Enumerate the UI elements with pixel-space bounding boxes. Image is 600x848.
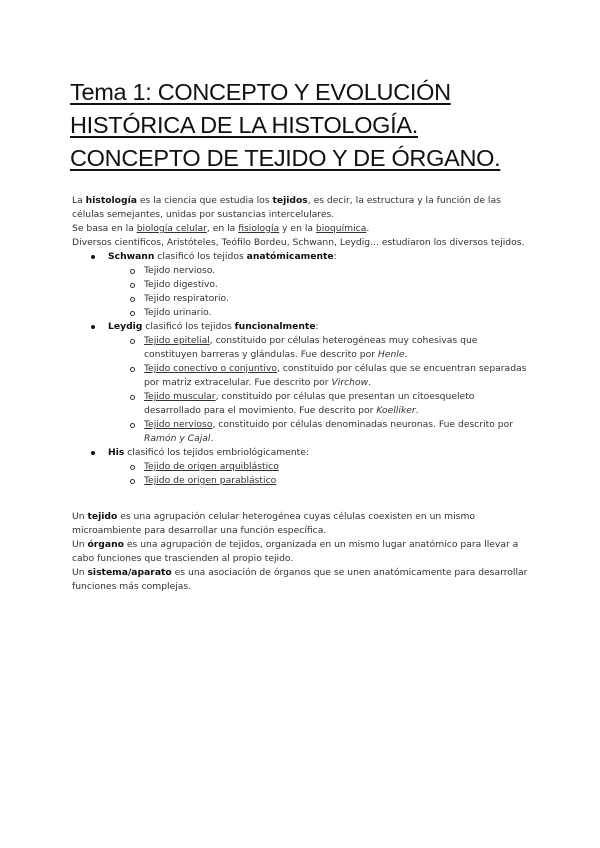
list-item bbox=[72, 474, 532, 488]
leydig-sublist bbox=[108, 334, 532, 446]
text: Un bbox=[72, 539, 88, 550]
tissue-term: Tejido conectivo o conjuntivo bbox=[144, 363, 277, 374]
list-item bbox=[72, 390, 532, 418]
classification-kind: funcionalmente bbox=[234, 321, 316, 332]
author-his: His bbox=[108, 447, 125, 458]
list-item-schwann bbox=[72, 250, 532, 320]
text: es una agrupación de tejidos, organizada en un mismo lugar anatómico para llevar a cabo funciones que trascienden al propio tejido. bbox=[72, 539, 519, 564]
text: clasificó los tejidos bbox=[142, 321, 235, 332]
text: , constituido por células heterogéneas muy cohesivas que constituyen barreras y glándulas. Fue descrito por bbox=[144, 335, 478, 360]
text: Un bbox=[72, 511, 88, 522]
term-biologia-celular: biología celular bbox=[136, 223, 207, 234]
text: Se basa en la bbox=[72, 223, 137, 234]
spacer bbox=[72, 488, 532, 510]
text: , constituido por células que se encuentran separadas por matriz extracelular. Fue descrito por bbox=[144, 363, 527, 388]
text: clasificó los tejidos bbox=[154, 251, 247, 262]
text: , constituido por células que presentan un citoesqueleto desarrollado para el movimiento. Fue descrito por bbox=[144, 391, 475, 416]
text: , es decir, la estructura y la función de las células semejantes, unidas por sustancias intercelulares. bbox=[72, 195, 501, 220]
text: : bbox=[315, 321, 319, 332]
classification-kind: anatómicamente bbox=[246, 251, 334, 262]
definition-organo bbox=[72, 538, 532, 566]
text: . bbox=[404, 349, 408, 360]
term-tejido: tejido bbox=[87, 511, 118, 522]
text: . bbox=[366, 223, 370, 234]
tissue-term: Tejido muscular bbox=[144, 391, 216, 402]
list-item bbox=[72, 362, 532, 390]
text: y en la bbox=[279, 223, 316, 234]
author-name: Henle bbox=[377, 349, 405, 360]
list-item bbox=[72, 418, 532, 446]
text: es una asociación de órganos que se unen anatómicamente para desarrollar funciones más complejas. bbox=[72, 567, 528, 592]
author-leydig: Leydig bbox=[108, 321, 143, 332]
tissue-term: Tejido de origen parablástico bbox=[144, 475, 277, 486]
tissue-term: Tejido epitelial bbox=[144, 335, 210, 346]
his-sublist bbox=[108, 460, 532, 488]
term-sistema-aparato: sistema/aparato bbox=[87, 567, 172, 578]
author-schwann: Schwann bbox=[108, 251, 155, 262]
text: clasificó los tejidos embriológicamente: bbox=[124, 447, 309, 458]
title-line-1: Tema 1: CONCEPTO Y EVOLUCIÓN bbox=[70, 79, 451, 105]
text: es la ciencia que estudia los bbox=[136, 195, 273, 206]
author-name: Koelliker bbox=[376, 405, 416, 416]
term-fisiologia: fisiología bbox=[238, 223, 280, 234]
definition-sistema bbox=[72, 566, 532, 594]
term-histologia: histología bbox=[85, 195, 137, 206]
text: . bbox=[368, 377, 372, 388]
intro-paragraph-bases bbox=[72, 222, 532, 236]
list-item-his bbox=[72, 446, 532, 488]
text: : bbox=[333, 251, 337, 262]
list-item: Tejido urinario. bbox=[72, 306, 532, 320]
page-title bbox=[70, 76, 570, 175]
classification-list bbox=[72, 250, 532, 488]
title-line-2: HISTÓRICA DE LA HISTOLOGÍA. bbox=[70, 112, 418, 138]
author-name: Virchow bbox=[331, 377, 369, 388]
term-organo: órgano bbox=[87, 539, 124, 550]
author-name: Ramón y Cajal bbox=[144, 433, 211, 444]
text: , constituido por células denominadas neuronas. Fue descrito por bbox=[212, 419, 514, 430]
list-item-leydig bbox=[72, 320, 532, 446]
list-item: Tejido digestivo. bbox=[72, 278, 532, 292]
text: , en la bbox=[206, 223, 239, 234]
term-tejidos: tejidos bbox=[272, 195, 308, 206]
term-bioquimica: bioquímica bbox=[315, 223, 367, 234]
document-body bbox=[72, 194, 532, 594]
text: . bbox=[210, 433, 214, 444]
schwann-sublist bbox=[108, 264, 532, 320]
list-item bbox=[72, 460, 532, 474]
text: . bbox=[415, 405, 419, 416]
text: es una agrupación celular heterogénea cuyas células coexisten en un mismo microambiente para desarrollar una función específica. bbox=[72, 511, 476, 536]
list-item: Tejido respiratorio. bbox=[72, 292, 532, 306]
intro-paragraph-cientificos: Diversos científicos, Aristóteles, Teófilo Bordeu, Schwann, Leydig... estudiaron los diversos tejidos. bbox=[72, 237, 525, 248]
tissue-term: Tejido de origen arquiblástico bbox=[144, 461, 279, 472]
intro-paragraph-histologia bbox=[72, 194, 532, 222]
list-item bbox=[72, 334, 532, 362]
list-item: Tejido nervioso. bbox=[72, 264, 532, 278]
definition-tejido bbox=[72, 510, 532, 538]
tissue-term: Tejido nervioso bbox=[144, 419, 213, 430]
text: Un bbox=[72, 567, 88, 578]
title-line-3: CONCEPTO DE TEJIDO Y DE ÓRGANO. bbox=[70, 145, 501, 171]
text: La bbox=[72, 195, 86, 206]
